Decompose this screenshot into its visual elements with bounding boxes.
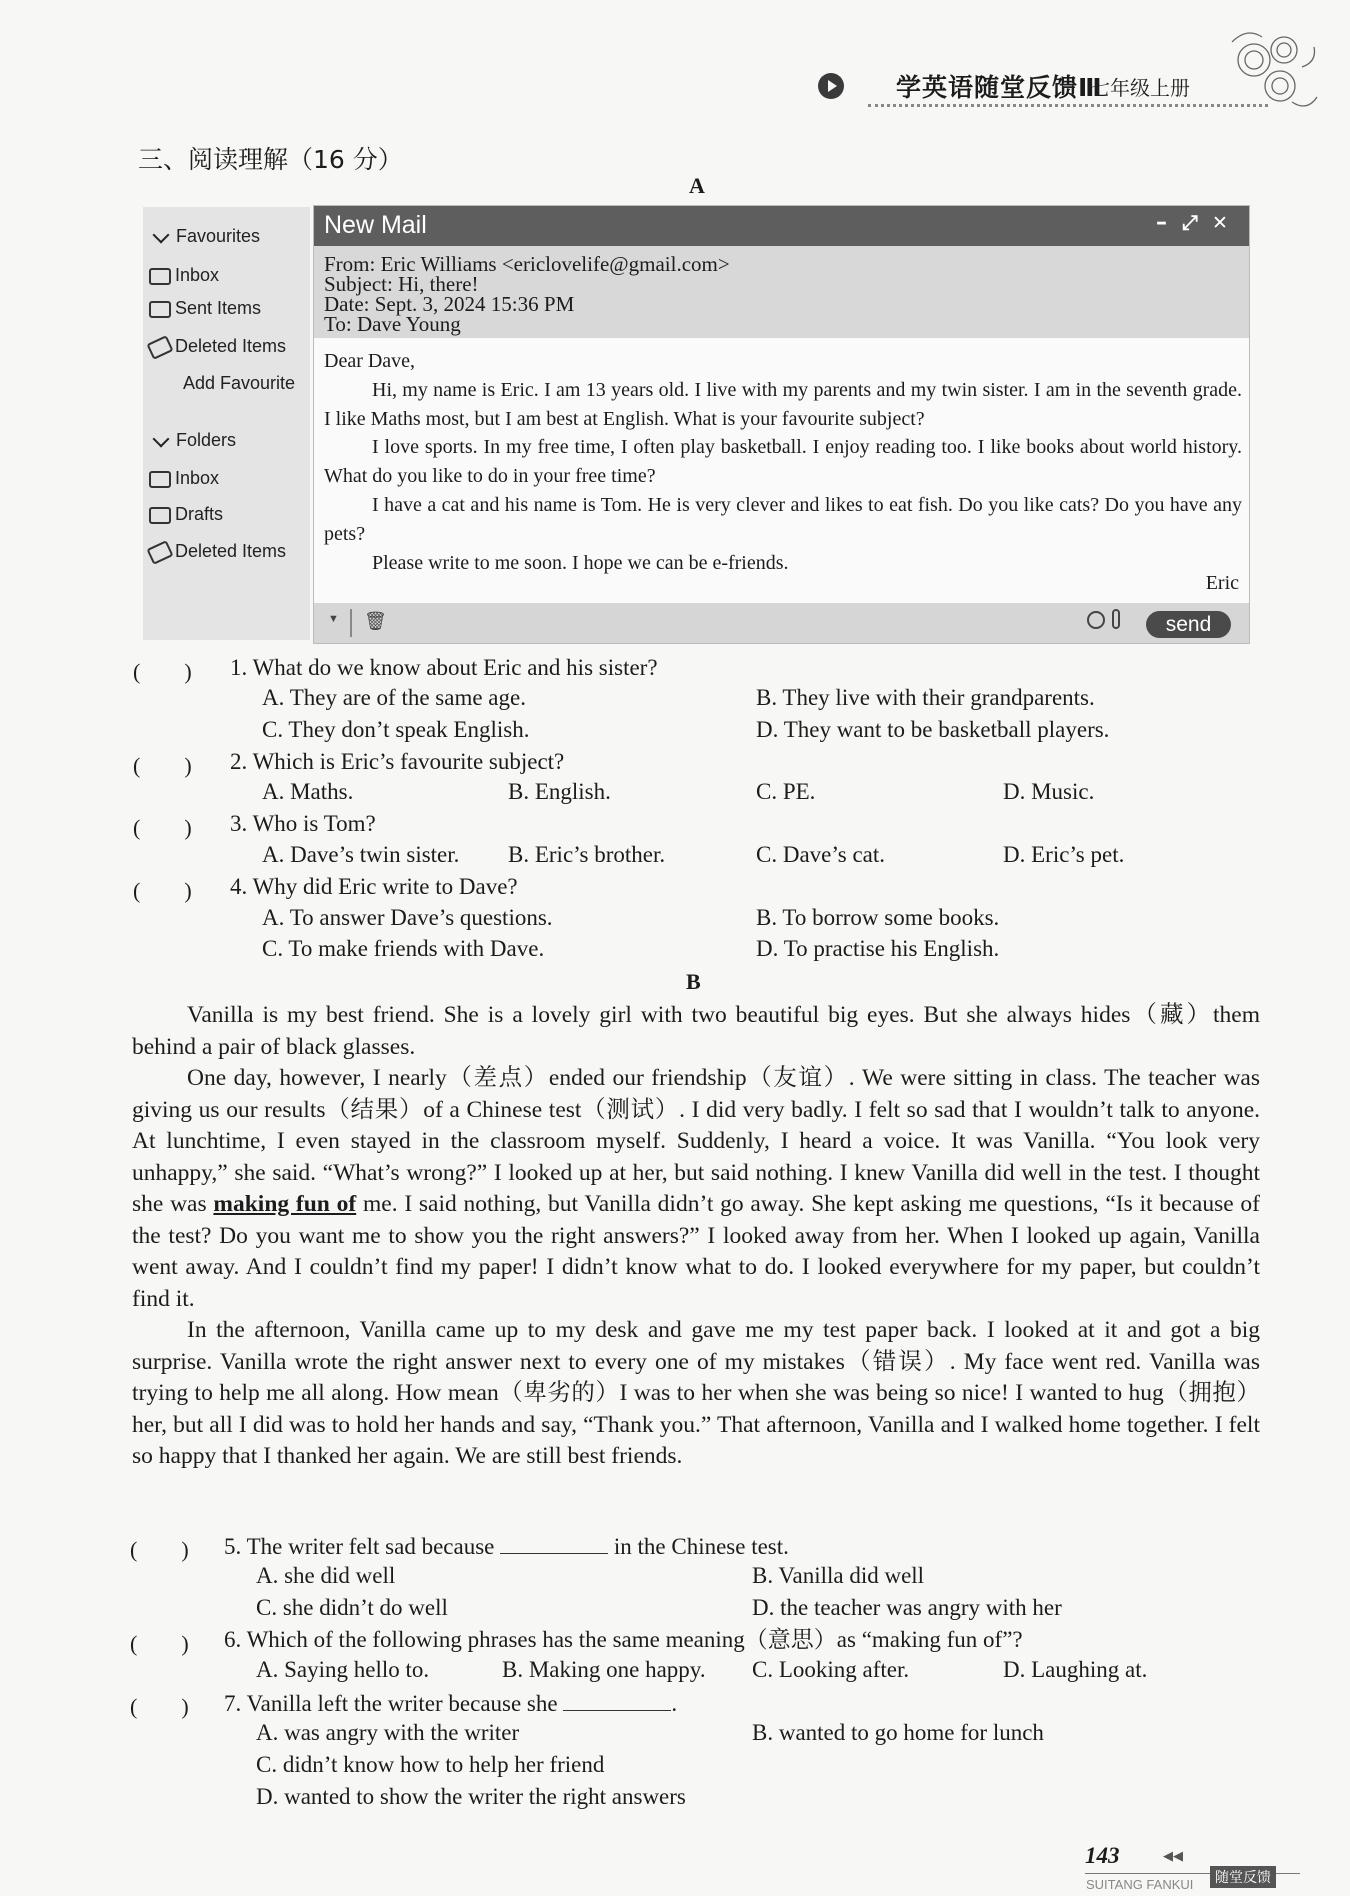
question-stem: 7. Vanilla left the writer because she . xyxy=(224,1688,677,1719)
header-divider xyxy=(868,104,1268,107)
mail-paragraph: I have a cat and his name is Tom. He is very clever and likes to eat fish. Do you like cats? Do you have any pets? xyxy=(324,493,1242,545)
sidebar-fav-sent[interactable]: Sent Items xyxy=(149,298,261,319)
page-number: 143 xyxy=(1085,1843,1120,1868)
passage-paragraph: In the afternoon, Vanilla came up to my desk and gave me my test paper back. I looked at it and got a big surprise. Vanilla wrote the right answer next to every one of my mistakes（错误）. My face went red. Vanilla was trying to help me all along. How mean（卑劣的）I was to her when she was being so nice! I wanted to hug（拥抱）her, but all I did was to hold her hands and say, “Thank you.” That afternoon, Vanilla and I walked home together. I felt so happy that I thanked her again. We are still best friends. xyxy=(132,1317,1260,1469)
answer-bracket[interactable]: ( ) xyxy=(133,878,192,903)
option: D. To practise his English. xyxy=(756,936,1000,961)
option: A. To answer Dave’s questions. xyxy=(262,905,553,930)
expand-icon[interactable]: ⤢ xyxy=(1182,210,1198,234)
question-stem: 5. The writer felt sad because in the Chinese test. xyxy=(224,1531,789,1562)
mail-to: To: Dave Young xyxy=(324,312,461,336)
question-stem: 1. What do we know about Eric and his sister? xyxy=(230,655,658,680)
mail-paragraph: Please write to me soon. I hope we can be e-friends. xyxy=(372,551,789,574)
option: B. English. xyxy=(508,779,611,804)
attachment-icon[interactable] xyxy=(1112,609,1120,629)
mail-header xyxy=(314,246,1249,338)
mail-paragraph: Hi, my name is Eric. I am 13 years old. I live with my parents and my twin sister. I am in the seventh grade. I like Maths most, but I am best at English. What is your favourite subject? xyxy=(324,378,1242,430)
option: B. Eric’s brother. xyxy=(508,842,666,867)
mail-signoff: Eric xyxy=(1205,572,1239,594)
section-title: 三、阅读理解（16 分） xyxy=(138,145,403,174)
mail-greeting: Dear Dave, xyxy=(324,350,416,372)
passage-paragraph: Vanilla is my best friend. She is a lovely girl with two beautiful big eyes. But she always hides（藏）them behind a pair of black glasses. xyxy=(132,1002,1260,1060)
option: C. Looking after. xyxy=(752,1657,910,1682)
option: A. was angry with the writer xyxy=(256,1720,520,1745)
passage-b xyxy=(132,1000,1260,1473)
option: C. didn’t know how to help her friend xyxy=(256,1752,605,1777)
option: C. she didn’t do well xyxy=(256,1595,448,1620)
option: D. wanted to show the writer the right answers xyxy=(256,1784,686,1809)
minimize-icon[interactable]: – xyxy=(1156,210,1167,235)
dropdown-arrow-icon[interactable]: ▼ xyxy=(328,613,339,625)
sidebar-fav-deleted[interactable]: Deleted Items xyxy=(149,336,286,357)
mail-paragraph: I love sports. In my free time, I often play basketball. I enjoy reading too. I like books about world history. What do you like to do in your free time? xyxy=(324,436,1242,488)
book-grade: 七年级上册 xyxy=(1090,76,1190,100)
book-title: 学英语随堂反馈Ⅲ xyxy=(896,73,1103,102)
close-icon[interactable]: ✕ xyxy=(1212,212,1228,234)
mail-sidebar xyxy=(143,207,310,640)
option: D. Music. xyxy=(1003,779,1095,804)
page-arrow-icon: ◀◀ xyxy=(1163,1848,1183,1863)
answer-bracket[interactable]: ( ) xyxy=(133,659,192,684)
passage-paragraph: One day, however, I nearly（差点）ended our friendship（友谊）. We were sitting in class. The teacher was giving us our results（结果）of a Chinese test（测试）. I did very badly. I felt so sad that I wouldn’t talk to anyone. At lunchtime, I even stayed in the classroom myself. Suddenly, I heard a voice. It was Vanilla. “You look very unhappy,” she said. “What’s wrong?” I looked up at her, but said nothing. I knew Vanilla did well in the test. I thought she was making fun of me. I said nothing, but Vanilla didn’t go away. She kept asking me questions, “Is it because of the test? Do you want me to show you the right answers?” I looked away from her. When I looked up again, Vanilla went away. And I couldn’t find my paper! I didn’t know what to do. I looked everywhere for my paper, but couldn’t find it. xyxy=(132,1065,1260,1312)
trash-icon[interactable]: 🗑 xyxy=(364,611,387,631)
mail-subject: Subject: Hi, there! xyxy=(324,272,479,296)
question-stem: 3. Who is Tom? xyxy=(230,811,376,836)
mail-date: Date: Sept. 3, 2024 15:36 PM xyxy=(324,292,575,316)
inbox-icon xyxy=(149,268,171,285)
mail-body xyxy=(324,347,1242,577)
folders-toggle[interactable]: Folders xyxy=(151,430,236,451)
option: B. Making one happy. xyxy=(502,1657,706,1682)
mail-window-title: New Mail xyxy=(324,211,427,239)
option: B. wanted to go home for lunch xyxy=(752,1720,1044,1745)
option: D. Eric’s pet. xyxy=(1003,842,1125,867)
option: C. Dave’s cat. xyxy=(756,842,886,867)
emoji-icon[interactable] xyxy=(1087,611,1105,629)
drafts-icon xyxy=(149,507,171,524)
mail-window xyxy=(313,205,1250,644)
answer-blank[interactable] xyxy=(500,1531,608,1554)
question-stem: 6. Which of the following phrases has the same meaning（意思）as “making fun of”? xyxy=(224,1627,1023,1652)
answer-bracket[interactable]: ( ) xyxy=(130,1537,189,1562)
option: A. Dave’s twin sister. xyxy=(262,842,460,867)
sent-icon xyxy=(149,301,171,318)
option: B. To borrow some books. xyxy=(756,905,1000,930)
option: D. Laughing at. xyxy=(1003,1657,1148,1682)
answer-blank[interactable] xyxy=(563,1688,671,1711)
option: C. PE. xyxy=(756,779,816,804)
question-stem: 4. Why did Eric write to Dave? xyxy=(230,874,518,899)
flower-decoration-icon xyxy=(1222,22,1322,122)
answer-bracket[interactable]: ( ) xyxy=(133,753,192,778)
favourites-toggle[interactable]: Favourites xyxy=(151,226,260,247)
chevron-down-icon xyxy=(153,227,170,244)
sidebar-add-favourite[interactable]: Add Favourite xyxy=(183,373,296,393)
sidebar-fav-inbox[interactable]: Inbox xyxy=(149,265,219,286)
mail-from: From: Eric Williams <ericlovelife@gmail.com> xyxy=(324,252,730,276)
option: C. To make friends with Dave. xyxy=(262,936,545,961)
question-stem: 2. Which is Eric’s favourite subject? xyxy=(230,749,565,774)
answer-bracket[interactable]: ( ) xyxy=(130,1631,189,1656)
part-a-label: A xyxy=(689,173,705,198)
answer-bracket[interactable]: ( ) xyxy=(133,815,192,840)
trash-icon xyxy=(146,335,173,360)
sidebar-folder-deleted[interactable]: Deleted Items xyxy=(149,541,286,562)
mail-titlebar xyxy=(314,206,1249,246)
sidebar-folder-inbox[interactable]: Inbox xyxy=(149,468,219,489)
option: D. They want to be basketball players. xyxy=(756,717,1110,742)
send-button[interactable]: send xyxy=(1146,611,1231,638)
chevron-down-icon xyxy=(153,431,170,448)
footer-brand-cn: 随堂反馈 xyxy=(1210,1866,1276,1888)
option: C. They don’t speak English. xyxy=(262,717,530,742)
part-b-label: B xyxy=(686,969,701,994)
trash-icon xyxy=(146,540,173,565)
option: A. she did well xyxy=(256,1563,396,1588)
key-phrase: making fun of xyxy=(213,1191,357,1217)
mail-toolbar xyxy=(314,603,1249,643)
option: B. They live with their grandparents. xyxy=(756,685,1095,710)
footer-brand-en: SUITANG FANKUI xyxy=(1086,1877,1194,1892)
sidebar-folder-drafts[interactable]: Drafts xyxy=(149,504,223,525)
option: D. the teacher was angry with her xyxy=(752,1595,1062,1620)
play-icon xyxy=(818,73,844,99)
option: B. Vanilla did well xyxy=(752,1563,925,1588)
toolbar-divider xyxy=(350,609,352,637)
option: A. Maths. xyxy=(262,779,354,804)
option: A. They are of the same age. xyxy=(262,685,526,710)
answer-bracket[interactable]: ( ) xyxy=(130,1694,189,1719)
option: A. Saying hello to. xyxy=(256,1657,430,1682)
inbox-icon xyxy=(149,471,171,488)
